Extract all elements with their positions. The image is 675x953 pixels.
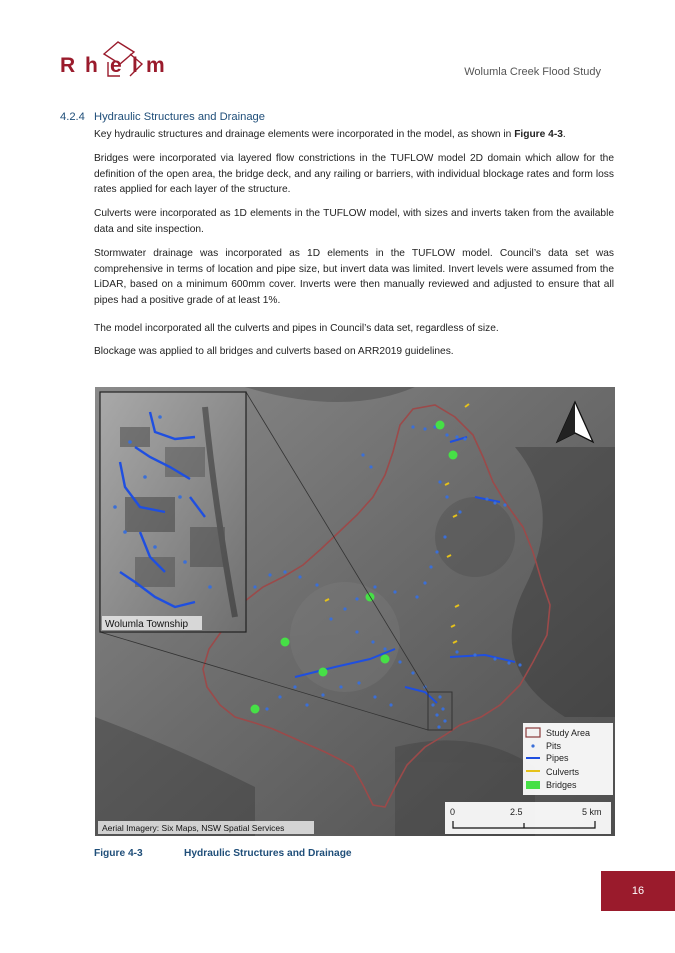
legend-culverts: Culverts xyxy=(546,767,580,777)
section-heading xyxy=(60,111,265,123)
paragraph-4: Stormwater drainage was incorporated as 1D elements in the TUFLOW model. Council’s data set was comprehensive in terms of location and pipe size, but invert data was limited. Invert levels were assumed from the LiDAR, based on a minimum 600mm cover. Inverts were then manually reviewed and adjusted to ensure that all pipes had a positive grade of at least 1%. xyxy=(94,248,614,306)
paragraph-1-end: . xyxy=(562,129,566,140)
page-number: 16 xyxy=(601,871,675,911)
logo-letter-e: e xyxy=(110,54,122,77)
caption-number: Figure 4-3 xyxy=(94,848,143,859)
legend-study-area: Study Area xyxy=(546,728,591,738)
inset-label: Wolumla Township xyxy=(105,619,189,630)
rhelm-logo xyxy=(60,40,180,82)
imagery-attribution: Aerial Imagery: Six Maps, NSW Spatial Services xyxy=(102,823,285,833)
logo-letter-r: R xyxy=(60,54,76,77)
section-title: Hydraulic Structures and Drainage xyxy=(94,111,266,123)
map-svg xyxy=(95,387,615,836)
legend-swatch-bridges xyxy=(526,781,540,789)
legend-pits: Pits xyxy=(546,741,562,751)
figure-map xyxy=(95,387,615,836)
legend-swatch-pits xyxy=(531,744,534,747)
paragraph-2: Bridges were incorporated via layered flow constrictions in the TUFLOW model 2D domain which allow for the definition of the open area, the bridge deck, and any railing or barriers, with individual blockage rates and form loss rates applied for each layer of the structure. xyxy=(94,153,614,196)
scale-label-5km: 5 km xyxy=(582,807,602,817)
paragraph-1 xyxy=(94,127,614,143)
paragraph-3: Culverts were incorporated as 1D elements in the TUFLOW model, with sizes and inverts taken from the available data and site inspection. xyxy=(94,208,614,235)
scale-bar xyxy=(445,802,611,834)
legend-bridges: Bridges xyxy=(546,780,577,790)
caption-title: Hydraulic Structures and Drainage xyxy=(184,848,352,859)
paragraph-1-text: Key hydraulic structures and drainage elements were incorporated in the model, as shown in xyxy=(94,129,515,140)
scale-label-2-5: 2.5 xyxy=(510,807,523,817)
paragraph-5: The model incorporated all the culverts and pipes in Council’s data set, regardless of size. xyxy=(94,323,499,334)
scale-label-0: 0 xyxy=(450,807,456,817)
section-number: 4.2.4 xyxy=(60,111,85,123)
figure-reference: Figure 4-3 xyxy=(514,129,563,140)
paragraph-6: Blockage was applied to all bridges and culverts based on ARR2019 guidelines. xyxy=(94,346,454,357)
logo-letter-h: h xyxy=(85,54,98,77)
legend-pipes: Pipes xyxy=(546,753,569,763)
logo-letter-m: m xyxy=(146,54,165,77)
map-legend xyxy=(523,723,613,795)
figure-caption xyxy=(94,848,352,859)
logo-letter-l: l xyxy=(132,54,138,77)
inset-map xyxy=(100,392,246,632)
document-title: Wolumla Creek Flood Study xyxy=(464,66,601,78)
